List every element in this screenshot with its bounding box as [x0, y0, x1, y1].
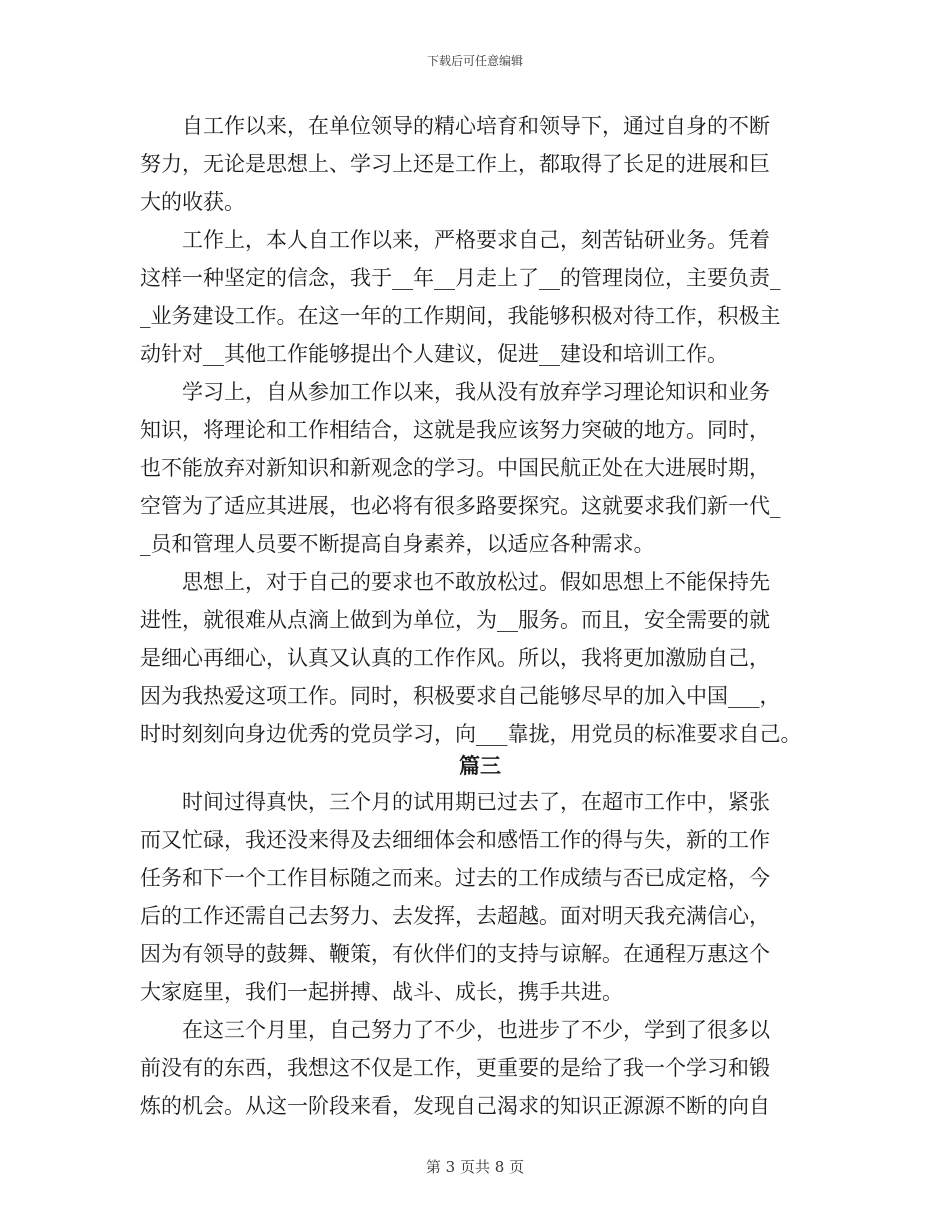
page-number: 第 3 页共 8 页 — [425, 1158, 525, 1176]
text-line: 努力，无论是思想上、学习上还是工作上，都取得了长足的进展和巨 — [140, 152, 770, 176]
text-line: 空管为了适应其进展，也必将有很多路要探究。这就要求我们新一代_ — [140, 494, 781, 518]
text-line: 是细心再细心，认真又认真的工作作风。所以，我将更加激励自己， — [140, 646, 770, 670]
page-header: 下载后可任意编辑 — [426, 54, 523, 68]
text-line: 知识，将理论和工作相结合，这就是我应该努力突破的地方。同时， — [140, 418, 770, 442]
text-line: _业务建设工作。在这一年的工作期间，我能够积极对待工作，积极主 — [140, 304, 781, 328]
text-line: 后的工作还需自己去努力、去发挥，去超越。面对明天我充满信心， — [140, 904, 770, 928]
text-line: 在这三个月里，自己努力了不少，也进步了不少，学到了很多以 — [140, 1018, 770, 1042]
text-line: 时间过得真快，三个月的试用期已过去了，在超市工作中，紧张 — [140, 790, 770, 814]
text-line: 因为有领导的鼓舞、鞭策，有伙伴们的支持与谅解。在通程万惠这个 — [140, 942, 770, 966]
text-line: 炼的机会。从这一阶段来看，发现自己渴求的知识正源源不断的向自 — [140, 1094, 770, 1118]
text-line: 工作上，本人自工作以来，严格要求自己，刻苦钻研业务。凭着 — [140, 228, 770, 252]
text-line: 前没有的东西，我想这不仅是工作，更重要的是给了我一个学习和锻 — [140, 1056, 770, 1080]
text-line: 学习上，自从参加工作以来，我从没有放弃学习理论知识和业务 — [140, 380, 770, 404]
text-line: 任务和下一个工作目标随之而来。过去的工作成绩与否已成定格，今 — [140, 866, 770, 890]
text-line: 时时刻刻向身边优秀的党员学习，向___靠拢，用党员的标准要求自己。 — [140, 722, 802, 746]
text-line: 动针对__其他工作能够提出个人建议，促进__建设和培训工作。 — [140, 342, 728, 366]
text-line: _员和管理人员要不断提高自身素养，以适应各种需求。 — [140, 532, 655, 556]
text-line: 也不能放弃对新知识和新观念的学习。中国民航正处在大进展时期， — [140, 456, 770, 480]
text-line: 自工作以来，在单位领导的精心培育和领导下，通过自身的不断 — [140, 114, 770, 138]
text-line: 因为我热爱这项工作。同时，积极要求自己能够尽早的加入中国___， — [140, 684, 781, 708]
section-heading: 篇三 — [459, 754, 501, 778]
text-line: 大的收获。 — [140, 190, 245, 214]
text-line: 这样一种坚定的信念，我于__年__月走上了__的管理岗位，主要负责_ — [140, 266, 781, 290]
text-line: 大家庭里，我们一起拼搏、战斗、成长，携手共进。 — [140, 980, 623, 1004]
text-line: 而又忙碌，我还没来得及去细细体会和感悟工作的得与失，新的工作 — [140, 828, 770, 852]
text-line: 思想上，对于自己的要求也不敢放松过。假如思想上不能保持先 — [140, 570, 770, 594]
text-line: 进性，就很难从点滴上做到为单位，为__服务。而且，安全需要的就 — [140, 608, 770, 632]
